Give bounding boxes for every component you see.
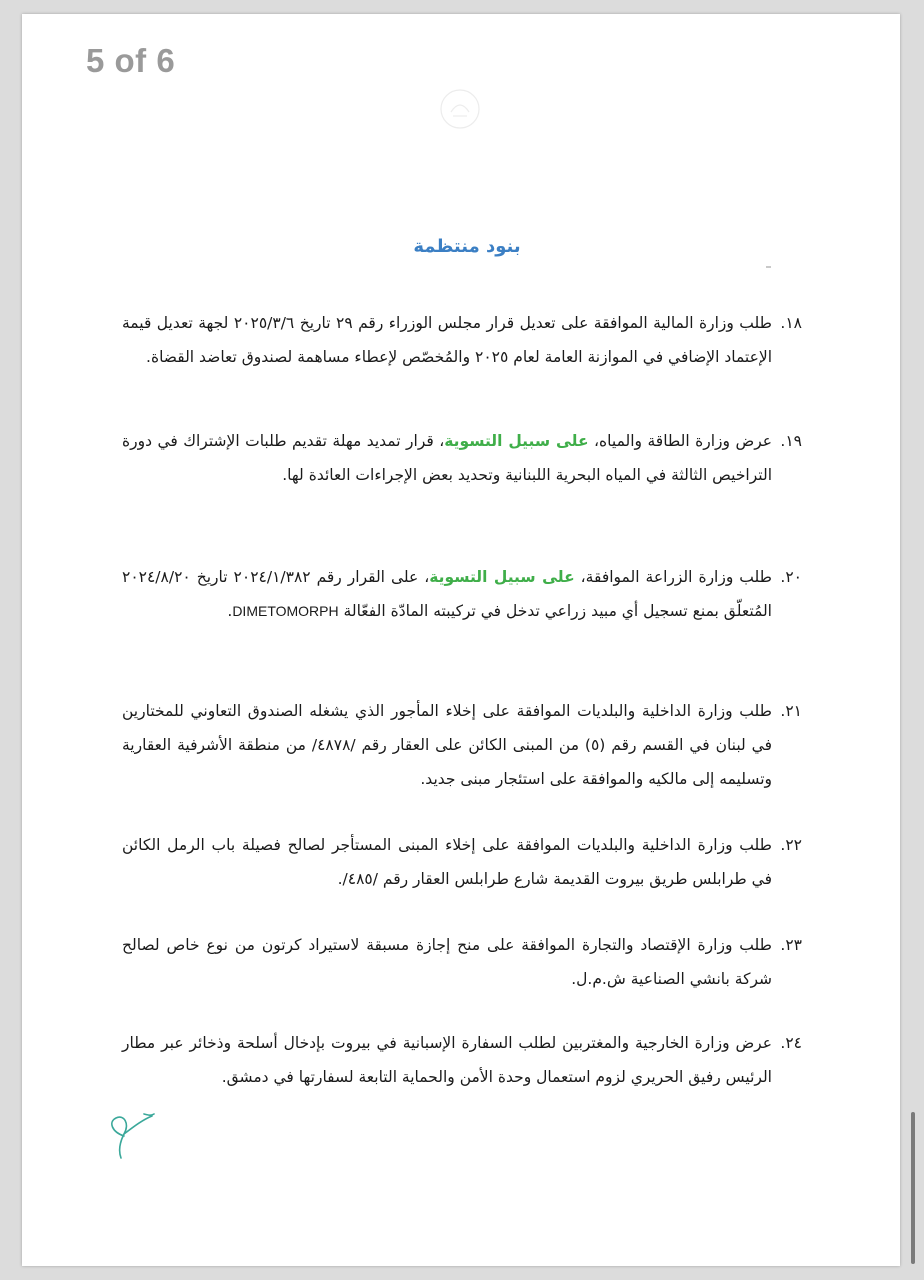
item-text-rest: ، على القرار رقم ٢٠٢٤/١/٣٨٢ تاريخ ٢٠٢٤/٨/٢٠ المُتعلّق بمنع تسجيل أي مبيد زراعي تدخل في تركيبته المادّة الفعّالة bbox=[122, 568, 772, 620]
item-number: ١٩. bbox=[780, 432, 802, 450]
agenda-item-19 bbox=[122, 424, 802, 560]
signature-icon bbox=[104, 1102, 158, 1160]
item-text-end: . bbox=[227, 602, 233, 620]
document-page bbox=[22, 14, 900, 1266]
item-number: ٢١. bbox=[780, 702, 802, 720]
item-text-body: طلب وزارة الإقتصاد والتجارة الموافقة على منح إجازة مسبقة لاستيراد كرتون من نوع خاص لصالح شركة بانشي الصناعية ش.م.ل. bbox=[122, 936, 772, 988]
item-text bbox=[122, 928, 772, 1026]
item-text-body: طلب وزارة الداخلية والبلديات الموافقة على إخلاء المأجور الذي يشغله الصندوق التعاوني للمختارين في لبنان في القسم رقم (٥) من المبنى الكائن على العقار رقم /٤٨٧٨/ من منطقة الأشرفية العقارية وتسليمه إلى مالكيه والموافقة على استئجار مبنى جديد. bbox=[122, 702, 772, 788]
section-title: بنود منتظمة bbox=[413, 236, 521, 257]
agenda-item-23 bbox=[122, 928, 802, 1026]
item-number: ٢٠. bbox=[780, 568, 802, 586]
item-text-body: طلب وزارة الداخلية والبلديات الموافقة على إخلاء المبنى المستأجر لصالح فصيلة باب الرمل الكائن في طرابلس طريق بيروت القديمة شارع طرابلس العقار رقم /٤٨٥/. bbox=[122, 836, 772, 888]
item-text-body: عرض وزارة الخارجية والمغتربين لطلب السفارة الإسبانية في بيروت بإدخال أسلحة وذخائر عبر مطار الرئيس رفيق الحريري لزوم استعمال وحدة الأمن والحماية التابعة لسفارتها في دمشق. bbox=[122, 1034, 772, 1086]
item-number: ١٨. bbox=[780, 314, 802, 332]
scrollbar-thumb[interactable] bbox=[911, 1112, 915, 1264]
item-text bbox=[122, 828, 772, 928]
item-text bbox=[122, 694, 772, 828]
page-indicator: 5 of 6 bbox=[86, 42, 176, 79]
item-text-body: طلب وزارة المالية الموافقة على تعديل قرار مجلس الوزراء رقم ٢٩ تاريخ ٢٠٢٥/٣/٦ لجهة تعديل قيمة الإعتماد الإضافي في الموازنة العامة لعام ٢٠٢٥ والمُخصّص لإعطاء مساهمة لصندوق تعاضد القضاة. bbox=[122, 314, 772, 366]
item-text bbox=[122, 560, 772, 694]
item-text bbox=[122, 306, 772, 424]
substance-name: DIMETOMORPH bbox=[232, 603, 339, 619]
settlement-highlight: على سبيل التسوية bbox=[429, 568, 575, 586]
settlement-highlight: على سبيل التسوية bbox=[444, 432, 589, 450]
agenda-item-18 bbox=[122, 306, 802, 424]
stray-mark bbox=[766, 266, 771, 268]
item-text-rest: ، قرار تمديد مهلة تقديم طلبات الإشتراك في دورة التراخيص الثالثة في المياه البحرية اللبنانية وتحديد بعض الإجراءات العائدة لها. bbox=[122, 432, 772, 484]
item-number: ٢٢. bbox=[780, 836, 802, 854]
agenda-item-21 bbox=[122, 694, 802, 828]
agenda-item-20 bbox=[122, 560, 802, 694]
agenda-items-list bbox=[122, 306, 802, 1106]
agenda-item-22 bbox=[122, 828, 802, 928]
item-number: ٢٣. bbox=[780, 936, 802, 954]
item-text bbox=[122, 424, 772, 560]
item-text bbox=[122, 1026, 772, 1106]
item-number: ٢٤. bbox=[780, 1034, 802, 1052]
agenda-item-24 bbox=[122, 1026, 802, 1106]
item-text-lead: عرض وزارة الطاقة والمياه، bbox=[588, 432, 772, 450]
item-text-lead: طلب وزارة الزراعة الموافقة، bbox=[574, 568, 772, 586]
watermark-seal-icon bbox=[437, 86, 483, 132]
